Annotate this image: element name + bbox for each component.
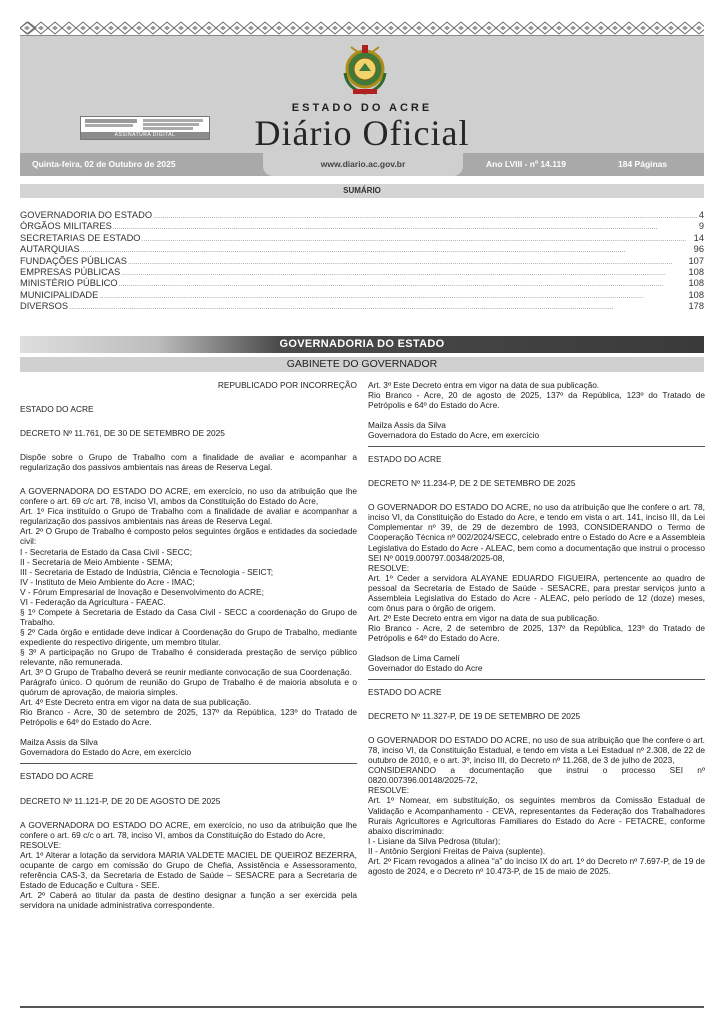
decree-article: Art. 2º Este Decreto entra em vigor na data de sua publicação. — [368, 612, 600, 623]
signatory-role: Governador do Estado do Acre — [368, 663, 483, 674]
decree-paragraph: Parágrafo único. O quórum de reunião do Grupo de Trabalho é de maioria absoluta e o quórum de aprovação, de maioria simples. — [20, 677, 357, 698]
decree-article: Art. 4º Este Decreto entra em vigor na data de sua publicação. — [20, 697, 252, 708]
decree-item: V - Fórum Empresarial de Inovação e Desenvolvimento do ACRE; — [20, 586, 264, 597]
toc-leader-dots — [121, 268, 687, 279]
decree-preamble: O GOVERNADOR DO ESTADO DO ACRE, no uso da atribuição que lhe confere o art. 78, inciso VI, da Constituição do Estado do Acre, e tendo em vista o art. 141, inciso III, da Lei Complementar nº 39, de 29 de dezembro de 1993, CONSIDERANDO o Termo de Cooperação Técnica nº 002/2024/SECC, celebrado entre o Estado do Acre e a Assembleia Legislativa do Estado do Acre - ALEAC, bem como a documentação que instrui o processo SEI Nº 0019.000797.00348/2025-08, — [368, 502, 705, 563]
toc-entry-label: DIVERSOS — [20, 301, 69, 312]
toc-entry-page: 108 — [688, 266, 704, 277]
decree-paragraph: § 3º A participação no Grupo de Trabalho é considerada prestação de serviço público relevante, não remunerada. — [20, 646, 357, 668]
toc-entry-page: 108 — [688, 289, 704, 300]
bottom-rule — [20, 1006, 704, 1008]
decree-article: Art. 1º Nomear, em substituição, os seguintes membros da Comissão Estadual de Validação e Acompanhamento - CEVA, representantes da Federação dos Trabalhadores Rurais Agricultores e Agricultoras Familiares do Estado do Acre - FETACRE, conforme abaixo discriminado: — [368, 795, 705, 836]
decree-item: III - Secretaria de Estado de Indústria, Ciência e Tecnologia - SEICT; — [20, 566, 274, 577]
decree-article: Art. 1º Ceder a servidora ALAYANE EDUARDO FIGUEIRA, pertencente ao quadro de pessoal da Secretaria de Estado de Saúde - SESACRE, para prestar serviços junto a Assembleia Legislativa do Estado do Acre - ALEAC, pelo período de 12 (doze) meses, com ônus para o órgão de origem. — [368, 572, 705, 613]
state-name: ESTADO DO ACRE — [291, 102, 433, 114]
decree-item: IV - Instituto de Meio Ambiente do Acre - IMAC; — [20, 576, 195, 587]
decree-state: ESTADO DO ACRE — [20, 404, 94, 415]
toc-leader-dots — [142, 234, 693, 245]
decree-state: ESTADO DO ACRE — [368, 454, 442, 465]
toc-leader-dots — [119, 279, 688, 290]
page-count: 184 Páginas — [618, 159, 668, 169]
publication-title: Diário Oficial — [254, 113, 470, 153]
decree-article: Art. 2º Caberá ao titular da pasta de destino designar a função a ser exercida pela servidora na unidade administrativa correspondente. — [20, 889, 357, 910]
toc-entry-label: FUNDAÇÕES PÚBLICAS — [20, 255, 127, 266]
decree-title: DECRETO Nº 11.121-P, DE 20 DE AGOSTO DE 2025 — [20, 795, 221, 806]
toc-entry-label: EMPRESAS PÚBLICAS — [20, 266, 121, 277]
signatory-name: Mailza Assis da Silva — [20, 737, 98, 748]
decree-paragraph: § 1º Compete à Secretaria de Estado da Casa Civil - SECC a coordenação do Grupo de Trabalho. — [20, 606, 357, 627]
toc-entry-label: SECRETARIAS DE ESTADO — [20, 232, 141, 243]
toc-leader-dots — [153, 211, 698, 222]
separator — [368, 679, 705, 680]
toc-entry-page: 107 — [688, 255, 704, 266]
toc-entry[interactable] — [20, 301, 704, 312]
decree-item: VI - Federação da Agricultura - FAEAC. — [20, 596, 166, 607]
decree-resolve: RESOLVE: — [368, 562, 410, 573]
decree-ementa: Dispõe sobre o Grupo de Trabalho com a finalidade de avaliar e acompanhar a regularização dos passivos ambientais nas áreas de Reserva Legal. — [20, 452, 357, 473]
toc-entry-page: 96 — [693, 244, 704, 255]
toc-entry-label: AUTARQUIAS — [20, 244, 80, 255]
info-bar — [20, 153, 704, 176]
decree-item: II - Antônio Sergioni Freitas de Paiva (suplente). — [368, 845, 546, 856]
decree-place-date: Rio Branco - Acre, 30 de setembro de 2025, 137º da República, 123º do Tratado de Petrópolis e 64º do Estado do Acre. — [20, 707, 357, 728]
toc-entry-page: 108 — [688, 278, 704, 289]
decree-title: DECRETO Nº 11.761, DE 30 DE SETEMBRO DE 2025 — [20, 428, 225, 439]
issue-number: nº 14.119 — [529, 159, 566, 169]
decree-title: DECRETO Nº 11.234-P, DE 2 DE SETEMBRO DE 2025 — [368, 478, 576, 489]
digital-signature-label: ASSINATURA DIGITAL — [81, 132, 209, 139]
website-link[interactable]: www.diario.ac.gov.br — [320, 159, 406, 169]
coat-of-arms-icon — [337, 39, 393, 99]
decree-paragraph: § 2º Cada órgão e entidade deve indicar à Coordenação do Grupo de Trabalho, mediante expediente do respectivo dirigente, um membro titular. — [20, 626, 357, 647]
toc-entry[interactable] — [20, 256, 704, 267]
decree-article: Art. 3º O Grupo de Trabalho deverá se reunir mediante convocação de sua Coordenação. — [20, 667, 352, 678]
separator — [368, 446, 705, 447]
issue-date: Quinta-feira, 02 de Outubro de 2025 — [32, 159, 176, 169]
decree-item: I - Secretaria de Estado da Casa Civil - SECC; — [20, 546, 193, 557]
toc-entry-label: MINISTÉRIO PÚBLICO — [20, 278, 118, 289]
masthead — [20, 20, 704, 176]
toc-leader-dots — [113, 222, 698, 233]
toc-entry[interactable] — [20, 221, 704, 232]
decorative-border — [20, 20, 704, 36]
toc-entry[interactable] — [20, 244, 704, 255]
toc-entry-page: 9 — [698, 221, 704, 232]
digital-signature-stamp — [80, 116, 210, 140]
decree-article: Art. 3º Este Decreto entra em vigor na data de sua publicação. — [368, 380, 600, 390]
toc-entry[interactable] — [20, 267, 704, 278]
toc-leader-dots — [81, 245, 693, 256]
toc-leader-dots — [69, 302, 687, 313]
summary-heading: SUMÁRIO — [20, 184, 704, 198]
toc-leader-dots — [128, 257, 688, 268]
toc-entry[interactable] — [20, 210, 704, 221]
decree-article: Art. 1º Fica instituído o Grupo de Trabalho com a finalidade de avaliar e acompanhar a regularização dos passivos ambientais nas áreas de Reserva Legal. — [20, 506, 357, 527]
decree-preamble: O GOVERNADOR DO ESTADO DO ACRE, no uso de sua atribuição que lhe confere o art. 78, inciso VI, da Constituição Estadual, e tendo em vista a Lei Estadual nº 2.308, de 22 de outubro de 2010, e o art. 3º, inciso III, do Decreto nº 11.268, de 3 de julho de 2023, — [368, 735, 705, 766]
toc-entry-page: 14 — [693, 232, 704, 243]
republication-note: REPUBLICADO POR INCORREÇÃO — [217, 380, 357, 390]
subsection-title: GABINETE DO GOVERNADOR — [20, 357, 704, 372]
decree-resolve: RESOLVE: — [20, 839, 62, 850]
decree-place-date: Rio Branco - Acre, 20 de agosto de 2025, 137º da República, 123º do Tratado de Petrópolis e 64º do Estado do Acre. — [368, 390, 705, 411]
decree-article: Art. 2º Ficam revogados a alínea “a” do inciso IX do art. 1º do Decreto nº 7.697-P, de 19 de agosto de 2024, e o Decreto nº 10.473-P, de 15 de maio de 2025. — [368, 855, 705, 876]
toc-entry[interactable] — [20, 233, 704, 244]
signatory-role: Governadora do Estado do Acre, em exercício — [20, 747, 192, 758]
decree-considerando: CONSIDERANDO a documentação que instrui o processo SEI nº 0820.007396.00148/2025-72, — [368, 765, 705, 786]
decree-place-date: Rio Branco - Acre, 2 de setembro de 2025, 137º da República, 123º do Tratado de Petrópolis e 64º do Estado do Acre. — [368, 622, 705, 643]
left-column — [20, 380, 357, 910]
signatory-role: Governadora do Estado do Acre, em exercício — [368, 430, 540, 441]
decree-state: ESTADO DO ACRE — [20, 771, 94, 782]
right-column — [368, 380, 705, 876]
toc-entry-page: 4 — [698, 210, 704, 220]
decree-resolve: RESOLVE: — [368, 785, 410, 796]
signatory-name: Mailza Assis da Silva — [368, 420, 446, 431]
decree-item: I - Lisiane da Silva Pedrosa (titular); — [368, 835, 501, 846]
issue-year: Ano LVIII - nº 14.119 — [486, 159, 566, 169]
signatory-name: Gladson de Lima Camelí — [368, 652, 460, 663]
decree-article: Art. 2º O Grupo de Trabalho é composto pelos seguintes órgãos e entidades da sociedade civil: — [20, 526, 357, 547]
toc-entry[interactable] — [20, 290, 704, 301]
toc-entry[interactable] — [20, 278, 704, 289]
decree-preamble: A GOVERNADORA DO ESTADO DO ACRE, em exercício, no uso da atribuição que lhe confere o art. 69 c/c o art. 78, inciso VI, ambos da Constituição do Estado do Acre, — [20, 819, 357, 840]
table-of-contents — [20, 210, 704, 313]
separator — [20, 763, 357, 764]
decree-article: Art. 1º Alterar a lotação da servidora MARIA VALDETE MACIEL DE QUEIROZ BEZERRA, ocupante de cargo em comissão do Grupo de Chefia, Assistência e Assessoramento, referência CAS-3, da Secretaria de Estado de Saúde – SESACRE para a Secretaria de Estado de Educação e Cultura - SEE. — [20, 849, 357, 890]
decree-title: DECRETO Nº 11.327-P, DE 19 DE SETEMBRO DE 2025 — [368, 711, 581, 722]
section-title: GOVERNADORIA DO ESTADO — [20, 336, 704, 353]
toc-leader-dots — [99, 291, 687, 302]
decree-item: II - Secretaria de Meio Ambiente - SEMA; — [20, 556, 173, 567]
toc-entry-label: GOVERNADORIA DO ESTADO — [20, 210, 153, 220]
toc-entry-label: ÓRGÃOS MILITARES — [20, 221, 112, 232]
decree-state: ESTADO DO ACRE — [368, 687, 442, 698]
decree-preamble: A GOVERNADORA DO ESTADO DO ACRE, em exercício, no uso da atribuição que lhe confere o art. 69 c/c art. 78, inciso VI, ambos da Constituição do Estado do Acre, — [20, 486, 357, 507]
toc-entry-label: MUNICIPALIDADE — [20, 289, 99, 300]
toc-entry-page: 178 — [688, 301, 704, 312]
